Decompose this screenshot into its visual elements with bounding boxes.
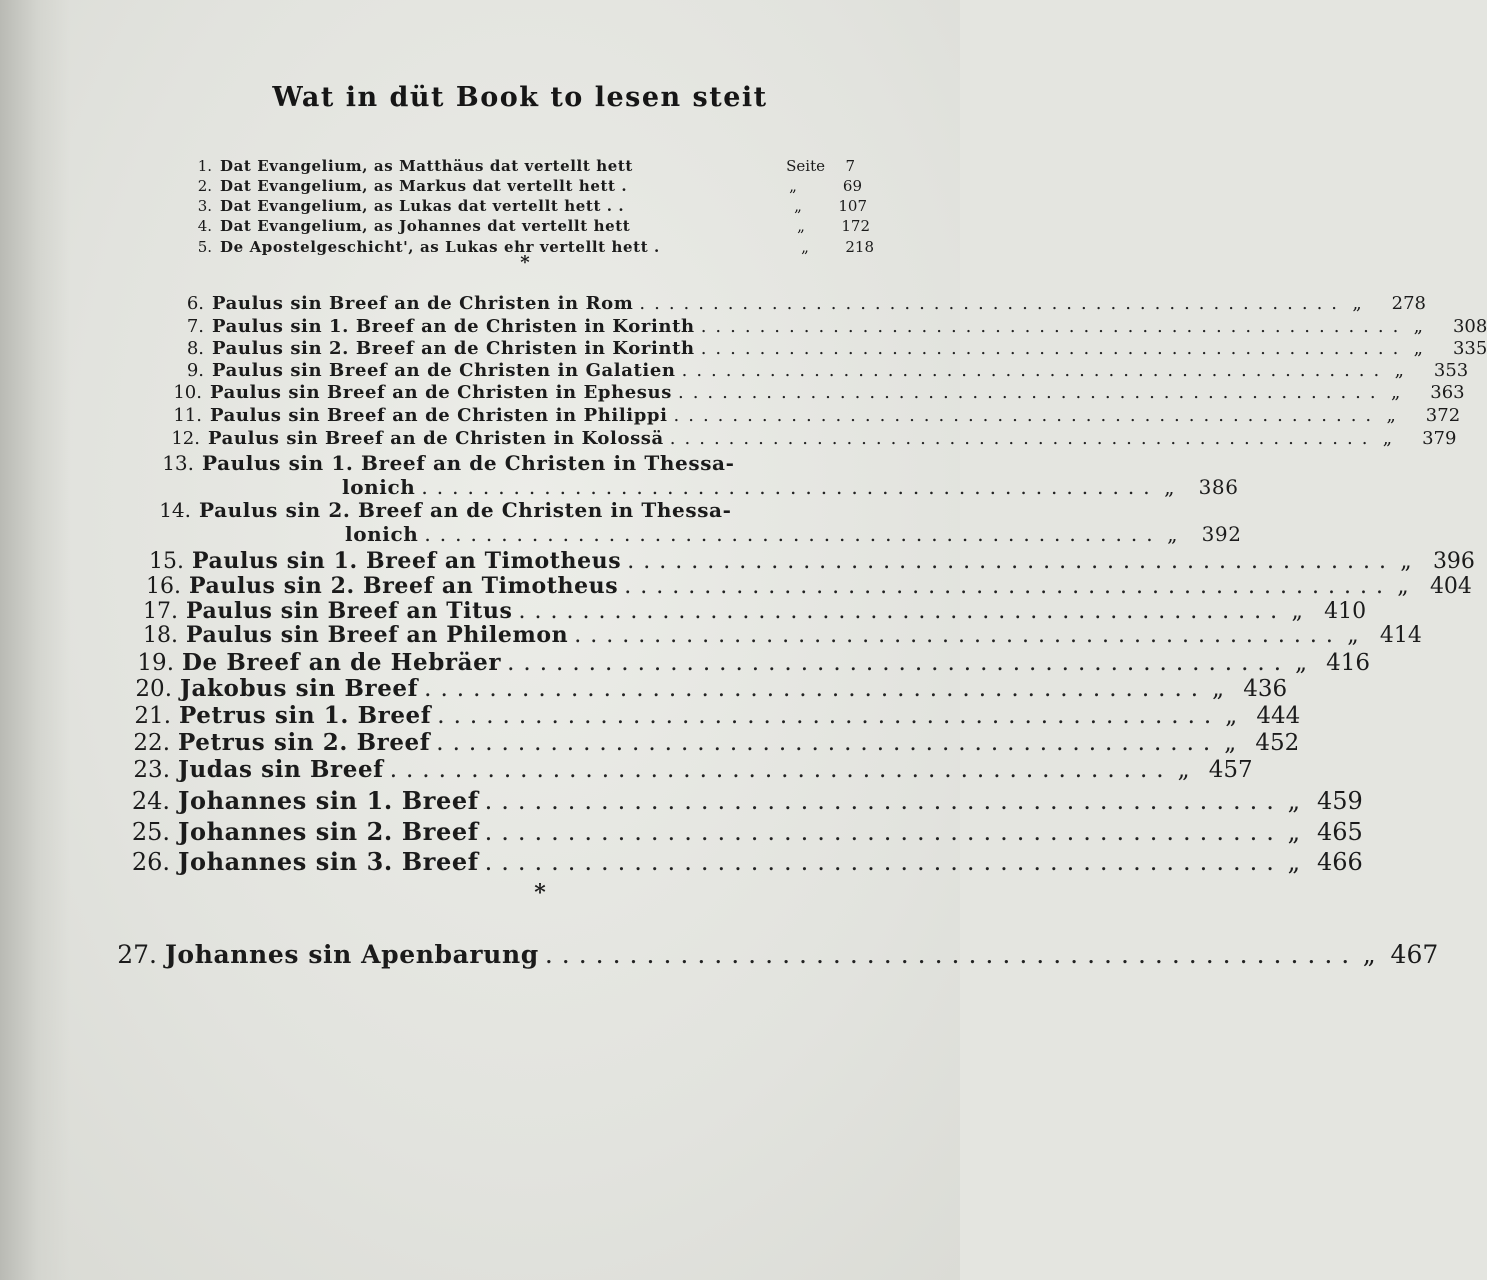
entry-title: Paulus sin Breef an de Christen in Galatien bbox=[212, 360, 676, 381]
toc-entry bbox=[170, 293, 1427, 314]
ditto-mark: „ bbox=[1362, 940, 1376, 969]
dot-leader: ................................................ bbox=[700, 316, 1408, 337]
entry-title: De Breef an de Hebräer bbox=[182, 649, 502, 676]
entry-title: Dat Evangelium, as Johannes dat vertellt hett bbox=[220, 217, 631, 235]
ditto-mark: „ bbox=[1287, 848, 1301, 876]
ditto-mark: „ bbox=[1347, 623, 1359, 648]
entry-number: 12. bbox=[171, 428, 200, 449]
entry-title-continuation: lonich bbox=[345, 522, 419, 546]
toc-entry bbox=[180, 177, 862, 195]
toc-entry bbox=[108, 817, 1363, 846]
entry-number: 3. bbox=[197, 197, 212, 215]
entry-number: 22. bbox=[133, 730, 170, 756]
entry-page-number: 465 bbox=[1317, 818, 1363, 846]
toc-entry bbox=[108, 786, 1363, 815]
dot-leader: ................................................ bbox=[544, 940, 1359, 969]
ditto-mark: „ bbox=[1287, 787, 1301, 815]
entry-title: Paulus sin Breef an Philemon bbox=[186, 622, 569, 648]
dot-leader: ................................................ bbox=[574, 623, 1342, 648]
dot-leader: ................................................ bbox=[669, 428, 1377, 449]
toc-entry bbox=[115, 702, 1301, 729]
toc-entry bbox=[135, 573, 1472, 599]
entry-title: Paulus sin Breef an de Christen in Kolossä bbox=[208, 428, 664, 449]
ditto-mark: „ bbox=[1291, 599, 1303, 624]
ditto-mark: „ bbox=[1413, 338, 1423, 359]
page-gutter-shadow bbox=[0, 0, 70, 1280]
entry-page-number: 452 bbox=[1255, 730, 1300, 756]
entry-page-number: 379 bbox=[1422, 428, 1457, 449]
seite-label: Seite bbox=[786, 157, 825, 175]
toc-entry bbox=[110, 756, 1253, 783]
toc-entry bbox=[180, 217, 870, 235]
entry-page-number: 218 bbox=[845, 238, 874, 256]
dot-leader: ................................................ bbox=[673, 405, 1381, 426]
entry-number: 10. bbox=[173, 382, 202, 403]
entry-title: Paulus sin 1. Breef an de Christen in Korinth bbox=[212, 316, 695, 337]
entry-number: 6. bbox=[186, 293, 204, 314]
entry-page-number: 436 bbox=[1243, 676, 1288, 702]
entry-number: 2. bbox=[197, 177, 212, 195]
ditto-mark: „ bbox=[1295, 650, 1307, 676]
entry-title: Johannes sin 1. Breef bbox=[178, 786, 479, 815]
entry-number: 15. bbox=[149, 549, 184, 574]
entry-title: Paulus sin Breef an de Christen in Philippi bbox=[210, 405, 668, 426]
entry-page-number: 172 bbox=[841, 217, 870, 235]
toc-entry bbox=[180, 197, 867, 215]
toc-entry bbox=[122, 649, 1371, 676]
entry-page-number: 278 bbox=[1391, 293, 1427, 314]
entry-page-number: 457 bbox=[1208, 757, 1253, 783]
ditto-mark: „ bbox=[1164, 475, 1176, 499]
toc-entry bbox=[160, 428, 1457, 449]
entry-title: Johannes sin 2. Breef bbox=[178, 817, 479, 846]
ditto-mark: „ bbox=[1400, 549, 1412, 574]
entry-title: Johannes sin Apenbarung bbox=[165, 940, 539, 969]
entry-page-number: 372 bbox=[1425, 405, 1461, 426]
entry-title: Paulus sin 1. Breef an de Christen in Thessa- bbox=[202, 451, 735, 475]
entry-title: Dat Evangelium, as Matthäus dat vertellt hett bbox=[220, 157, 633, 175]
toc-entry bbox=[180, 238, 874, 256]
page-title: Wat in düt Book to lesen steit bbox=[272, 82, 768, 113]
entry-page-number: 416 bbox=[1326, 650, 1371, 676]
entry-page-number: 466 bbox=[1317, 848, 1363, 876]
toc-entry bbox=[140, 548, 1475, 574]
entry-page-number: 353 bbox=[1433, 360, 1469, 381]
entry-title: Dat Evangelium, as Lukas dat vertellt hett . . bbox=[220, 197, 625, 215]
entry-number: 27. bbox=[117, 940, 157, 969]
ditto-mark: „ bbox=[1212, 676, 1225, 702]
toc-entry bbox=[118, 675, 1288, 702]
entry-page-number: 467 bbox=[1390, 940, 1439, 969]
entry-number: 4. bbox=[197, 217, 212, 235]
entry-number: 5. bbox=[197, 238, 212, 256]
dot-leader: ................................................ bbox=[424, 676, 1208, 702]
entry-page-number: 107 bbox=[838, 197, 867, 215]
dot-leader: ................................................ bbox=[681, 360, 1389, 381]
dot-leader: ................................................ bbox=[677, 382, 1385, 403]
toc-entry-continuation bbox=[345, 522, 1242, 546]
entry-title: Petrus sin 2. Breef bbox=[178, 729, 431, 756]
entry-title: De Apostelgeschicht', as Lukas ehr vertellt hett . bbox=[220, 238, 660, 256]
dot-leader: ................................................ bbox=[421, 475, 1159, 499]
entry-page-number: 392 bbox=[1201, 522, 1242, 546]
entry-page-number: 7 bbox=[845, 157, 855, 175]
dot-leader: ................................................ bbox=[624, 574, 1392, 599]
entry-page-number: 459 bbox=[1317, 787, 1363, 815]
entry-title: Judas sin Breef bbox=[178, 756, 384, 783]
entry-page-number: 414 bbox=[1379, 623, 1422, 648]
entry-number: 9. bbox=[186, 360, 204, 381]
ditto-mark: „ bbox=[1394, 360, 1404, 381]
entry-number: 19. bbox=[137, 650, 174, 676]
dot-leader: ................................................ bbox=[484, 848, 1283, 876]
entry-number: 16. bbox=[146, 574, 181, 599]
entry-page-number: 69 bbox=[842, 177, 862, 195]
entry-page-number: 410 bbox=[1324, 599, 1367, 624]
ditto-mark: „ bbox=[1386, 405, 1396, 426]
toc-entry bbox=[165, 405, 1461, 426]
entry-title: Paulus sin 2. Breef an Timotheus bbox=[189, 573, 619, 599]
toc-entry bbox=[130, 598, 1367, 624]
entry-page-number: 308 bbox=[1452, 316, 1487, 337]
dot-leader: ................................................ bbox=[436, 730, 1220, 756]
entry-title: Petrus sin 1. Breef bbox=[179, 702, 432, 729]
entry-number: 14. bbox=[159, 498, 191, 522]
entry-title: Paulus sin Breef an de Christen in Ephesus bbox=[210, 382, 672, 403]
toc-entry bbox=[145, 498, 912, 522]
ditto-mark: „ bbox=[1177, 757, 1190, 783]
entry-title: Paulus sin 2. Breef an de Christen in Thessa- bbox=[199, 498, 732, 522]
dot-leader: ................................................ bbox=[518, 599, 1287, 624]
entry-number: 8. bbox=[186, 338, 204, 359]
dot-leader: ................................................ bbox=[437, 703, 1221, 729]
toc-entry bbox=[180, 157, 855, 175]
ditto-mark: „ bbox=[789, 177, 797, 195]
entry-number: 20. bbox=[135, 676, 172, 702]
section-separator-star: * bbox=[520, 252, 530, 273]
dot-leader: ................................................ bbox=[639, 293, 1347, 314]
entry-number: 24. bbox=[131, 787, 170, 815]
entry-page-number: 396 bbox=[1432, 549, 1475, 574]
entry-title: Jakobus sin Breef bbox=[180, 675, 419, 702]
toc-entry-continuation bbox=[342, 475, 1239, 499]
entry-page-number: 363 bbox=[1430, 382, 1465, 403]
ditto-mark: „ bbox=[1167, 522, 1179, 546]
entry-number: 23. bbox=[133, 757, 170, 783]
toc-entry bbox=[128, 622, 1422, 648]
entry-number: 17. bbox=[143, 599, 178, 624]
entry-title: Paulus sin Breef an Titus bbox=[186, 598, 513, 624]
toc-entry bbox=[108, 847, 1363, 876]
ditto-mark: „ bbox=[1287, 818, 1301, 846]
ditto-mark: „ bbox=[801, 238, 809, 256]
entry-number: 1. bbox=[197, 157, 212, 175]
entry-page-number: 335 bbox=[1452, 338, 1487, 359]
dot-leader: ................................................ bbox=[700, 338, 1408, 359]
ditto-mark: „ bbox=[1397, 574, 1409, 599]
ditto-mark: „ bbox=[1352, 293, 1362, 314]
entry-number: 25. bbox=[131, 818, 170, 846]
entry-title-continuation: lonich bbox=[342, 475, 416, 499]
ditto-mark: „ bbox=[1413, 316, 1423, 337]
entry-title: Paulus sin 2. Breef an de Christen in Korinth bbox=[212, 338, 695, 359]
dot-leader: ................................................ bbox=[424, 522, 1162, 546]
dot-leader: ................................................ bbox=[389, 757, 1173, 783]
entry-number: 21. bbox=[134, 703, 171, 729]
entry-title: Paulus sin 1. Breef an Timotheus bbox=[192, 548, 622, 574]
toc-entry bbox=[150, 451, 903, 475]
entry-number: 11. bbox=[173, 405, 202, 426]
ditto-mark: „ bbox=[1224, 730, 1237, 756]
ditto-mark: „ bbox=[1225, 703, 1238, 729]
entry-title: Dat Evangelium, as Markus dat vertellt hett . bbox=[220, 177, 628, 195]
entry-number: 18. bbox=[143, 623, 178, 648]
entry-page-number: 386 bbox=[1198, 475, 1239, 499]
entry-number: 26. bbox=[131, 848, 170, 876]
ditto-mark: „ bbox=[794, 197, 802, 215]
toc-entry bbox=[170, 360, 1469, 381]
entry-title: Paulus sin Breef an de Christen in Rom bbox=[212, 293, 634, 314]
ditto-mark: „ bbox=[797, 217, 805, 235]
toc-entry bbox=[170, 338, 1487, 359]
dot-leader: ................................................ bbox=[484, 818, 1283, 846]
toc-entry bbox=[165, 382, 1465, 403]
dot-leader: ................................................ bbox=[484, 787, 1283, 815]
toc-entry bbox=[170, 316, 1487, 337]
section-separator-star: * bbox=[534, 880, 546, 906]
entry-title: Johannes sin 3. Breef bbox=[178, 847, 479, 876]
entry-number: 7. bbox=[186, 316, 204, 337]
entry-page-number: 404 bbox=[1429, 574, 1472, 599]
dot-leader: ................................................ bbox=[507, 650, 1291, 676]
entry-number: 13. bbox=[162, 451, 194, 475]
ditto-mark: „ bbox=[1390, 382, 1401, 403]
ditto-mark: „ bbox=[1382, 428, 1393, 449]
toc-entry bbox=[112, 729, 1300, 756]
toc-entry bbox=[105, 940, 1439, 969]
entry-page-number: 444 bbox=[1256, 703, 1301, 729]
dot-leader: ................................................ bbox=[627, 549, 1395, 574]
